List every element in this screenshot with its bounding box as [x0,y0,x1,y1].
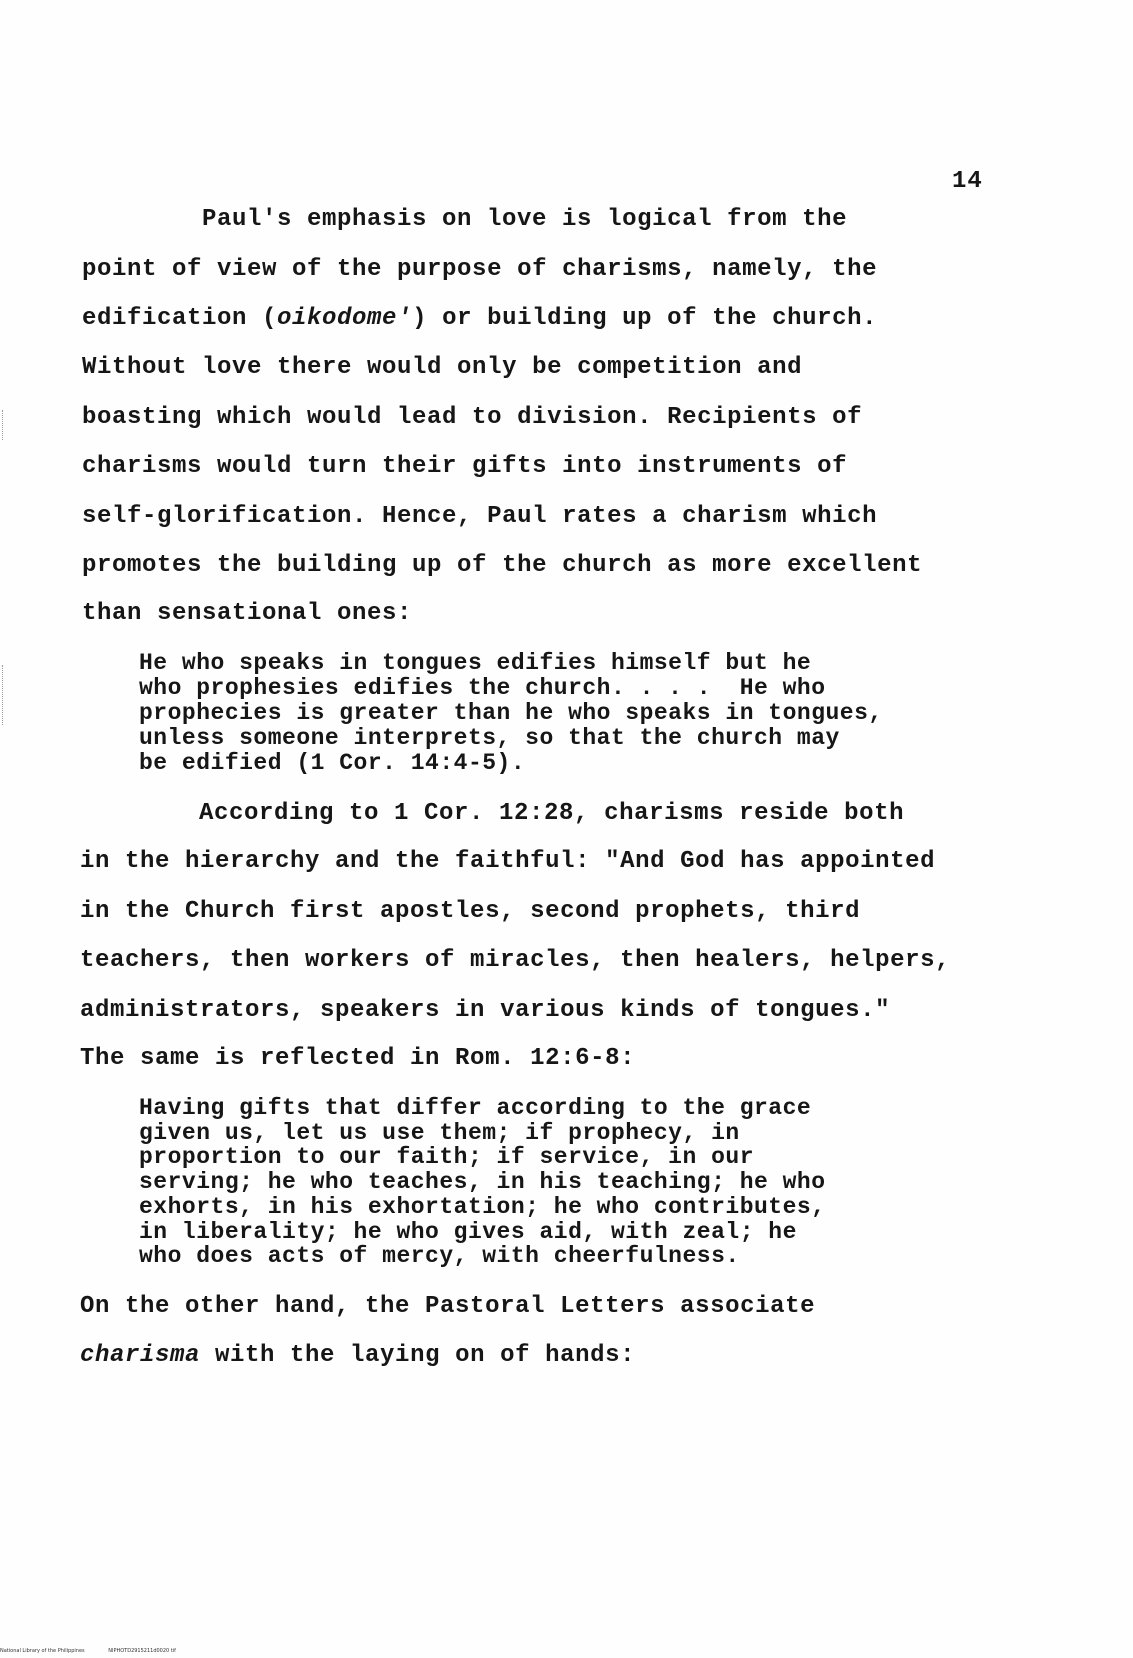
body-text-line: charisma with the laying on of hands: [80,1342,636,1369]
scan-margin-mark [2,410,13,440]
body-text-line: point of view of the purpose of charisms, namely, the [82,256,878,283]
block-quote-line: prophecies is greater than he who speaks in tongues, [139,700,883,726]
body-text-line: Paul's emphasis on love is logical from the [202,206,848,233]
scan-footer [0,1648,198,1654]
scan-margin-mark [2,665,13,725]
body-text-line: Without love there would only be competition and [82,354,803,381]
block-quote-line: in liberality; he who gives aid, with zeal; he [139,1219,797,1245]
footer-library: National Library of the Philippines [0,1648,85,1654]
body-text-line: in the hierarchy and the faithful: "And God has appointed [80,848,936,875]
body-text-line: teachers, then workers of miracles, then healers, helpers, [80,947,951,974]
body-text-line: promotes the building up of the church as more excellent [82,552,923,579]
block-quote-line: unless someone interprets, so that the church may [139,725,840,751]
body-text-line: in the Church first apostles, second prophets, third [80,898,861,925]
body-text-line: The same is reflected in Rom. 12:6-8: [80,1045,636,1072]
footer-file: NIPHOTD2915211d0020 tif [108,1648,176,1654]
block-quote-line: serving; he who teaches, in his teaching; he who [139,1169,826,1195]
body-text-line: than sensational ones: [82,600,413,627]
italic-term: charisma [80,1342,201,1369]
body-text-line: charisms would turn their gifts into instruments of [82,453,848,480]
body-text-line: edification (oikodome') or building up of the church. [82,305,878,332]
body-text-line: According to 1 Cor. 12:28, charisms reside both [199,800,905,827]
block-quote-line: Having gifts that differ according to the grace [139,1095,812,1121]
body-text-line: On the other hand, the Pastoral Letters associate [80,1293,816,1320]
block-quote-line: proportion to our faith; if service, in our [139,1144,754,1170]
italic-term: oikodome' [277,305,413,332]
block-quote-line: He who speaks in tongues edifies himself but he [139,650,812,676]
block-quote-line: be edified (1 Cor. 14:4-5). [139,750,526,776]
page-number: 14 [952,168,983,195]
block-quote-line: who prophesies edifies the church. . . . He who [139,675,826,701]
block-quote-line: who does acts of mercy, with cheerfulness. [139,1243,740,1269]
block-quote-line: given us, let us use them; if prophecy, in [139,1120,740,1146]
body-text-line: self-glorification. Hence, Paul rates a charism which [82,503,878,530]
block-quote-line: exhorts, in his exhortation; he who contributes, [139,1194,826,1220]
body-text-line: administrators, speakers in various kinds of tongues." [80,997,891,1024]
body-text-line: boasting which would lead to division. Recipients of [82,404,863,431]
